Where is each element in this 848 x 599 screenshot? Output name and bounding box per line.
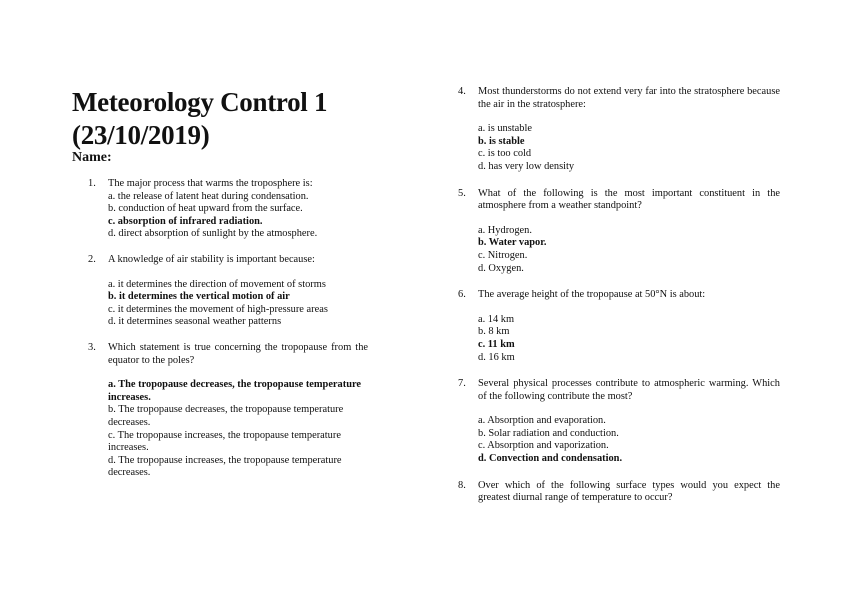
question-7 [458, 378, 780, 466]
question-text: The major process that warms the troposphere is: [108, 178, 313, 189]
question-text: Most thunderstorms do not extend very far into the stratosphere because the air in the stratosphere: [478, 86, 780, 110]
option-c: c. is too cold [478, 148, 532, 160]
option-b-correct: b. is stable [478, 135, 525, 147]
left-column [88, 178, 368, 480]
question-number: 5. [458, 187, 466, 199]
option-c: c. Nitrogen. [478, 249, 528, 261]
title-line-2: (23/10/2019) [72, 120, 210, 150]
question-number: 4. [458, 86, 466, 97]
option-list [108, 379, 368, 480]
option-list [478, 314, 780, 364]
option-a: a. it determines the direction of movement of storms [108, 278, 326, 290]
option-c-correct: c. absorption of infrared radiation. [108, 215, 263, 227]
option-d: d. The tropopause increases, the tropopause temperature decreases. [108, 454, 342, 479]
option-list [478, 415, 780, 465]
option-b: b. The tropopause decreases, the tropopause temperature decreases. [108, 404, 344, 428]
question-number: 1. [88, 178, 96, 189]
question-number: 8. [458, 479, 466, 491]
option-a: a. the release of latent heat during condensation. [108, 190, 309, 202]
question-2 [88, 254, 368, 329]
question-text: What of the following is the most important constituent in the atmosphere from a weather standpoint? [478, 187, 780, 212]
option-b: b. 8 km [478, 326, 510, 338]
option-a: a. Hydrogen. [478, 224, 532, 236]
question-6 [458, 289, 780, 364]
option-a: a. 14 km [478, 313, 515, 325]
option-d: d. 16 km [478, 351, 515, 363]
question-text: Which statement is true concerning the tropopause from the equator to the poles? [108, 341, 368, 366]
option-b-correct: b. Water vapor. [478, 237, 547, 249]
question-text: Over which of the following surface types would you expect the greatest diurnal range of temperature to occur? [478, 479, 780, 504]
option-c: c. it determines the movement of high-pressure areas [108, 303, 328, 315]
option-d-correct: d. Convection and condensation. [478, 453, 623, 465]
option-list [108, 191, 368, 241]
option-a: a. Absorption and evaporation. [478, 415, 606, 427]
option-b: b. conduction of heat upward from the surface. [108, 203, 303, 215]
right-column [458, 86, 780, 505]
option-b: b. Solar radiation and conduction. [478, 427, 619, 439]
title-line-1: Meteorology Control 1 [72, 87, 328, 117]
option-list [108, 279, 368, 329]
option-c-correct: c. 11 km [478, 338, 515, 350]
question-number: 2. [88, 253, 96, 265]
question-1 [88, 178, 368, 241]
option-d: d. Oxygen. [478, 262, 524, 274]
question-number: 6. [458, 289, 466, 301]
question-text: A knowledge of air stability is important because: [108, 253, 315, 265]
option-c: c. The tropopause increases, the tropopause temperature increases. [108, 429, 341, 454]
question-text: The average height of the tropopause at 50°N is about: [478, 289, 706, 301]
name-label: Name: [72, 150, 112, 165]
question-8 [458, 480, 780, 505]
option-d: d. direct absorption of sunlight by the atmosphere. [108, 228, 318, 240]
option-d: d. it determines seasonal weather patterns [108, 316, 282, 328]
option-list [478, 225, 780, 275]
option-b-correct: b. it determines the vertical motion of air [108, 291, 290, 303]
question-4 [458, 86, 780, 174]
option-a-correct: a. The tropopause decreases, the tropopause temperature increases. [108, 379, 362, 403]
option-d: d. has very low density [478, 160, 575, 172]
page-title [72, 86, 402, 152]
question-text: Several physical processes contribute to atmospheric warming. Which of the following contribute the most? [478, 378, 780, 402]
question-3 [88, 342, 368, 480]
question-number: 3. [88, 341, 96, 353]
option-a: a. is unstable [478, 123, 532, 135]
question-5 [458, 188, 780, 276]
question-number: 7. [458, 378, 466, 390]
option-list [478, 123, 780, 173]
option-c: c. Absorption and vaporization. [478, 440, 609, 452]
